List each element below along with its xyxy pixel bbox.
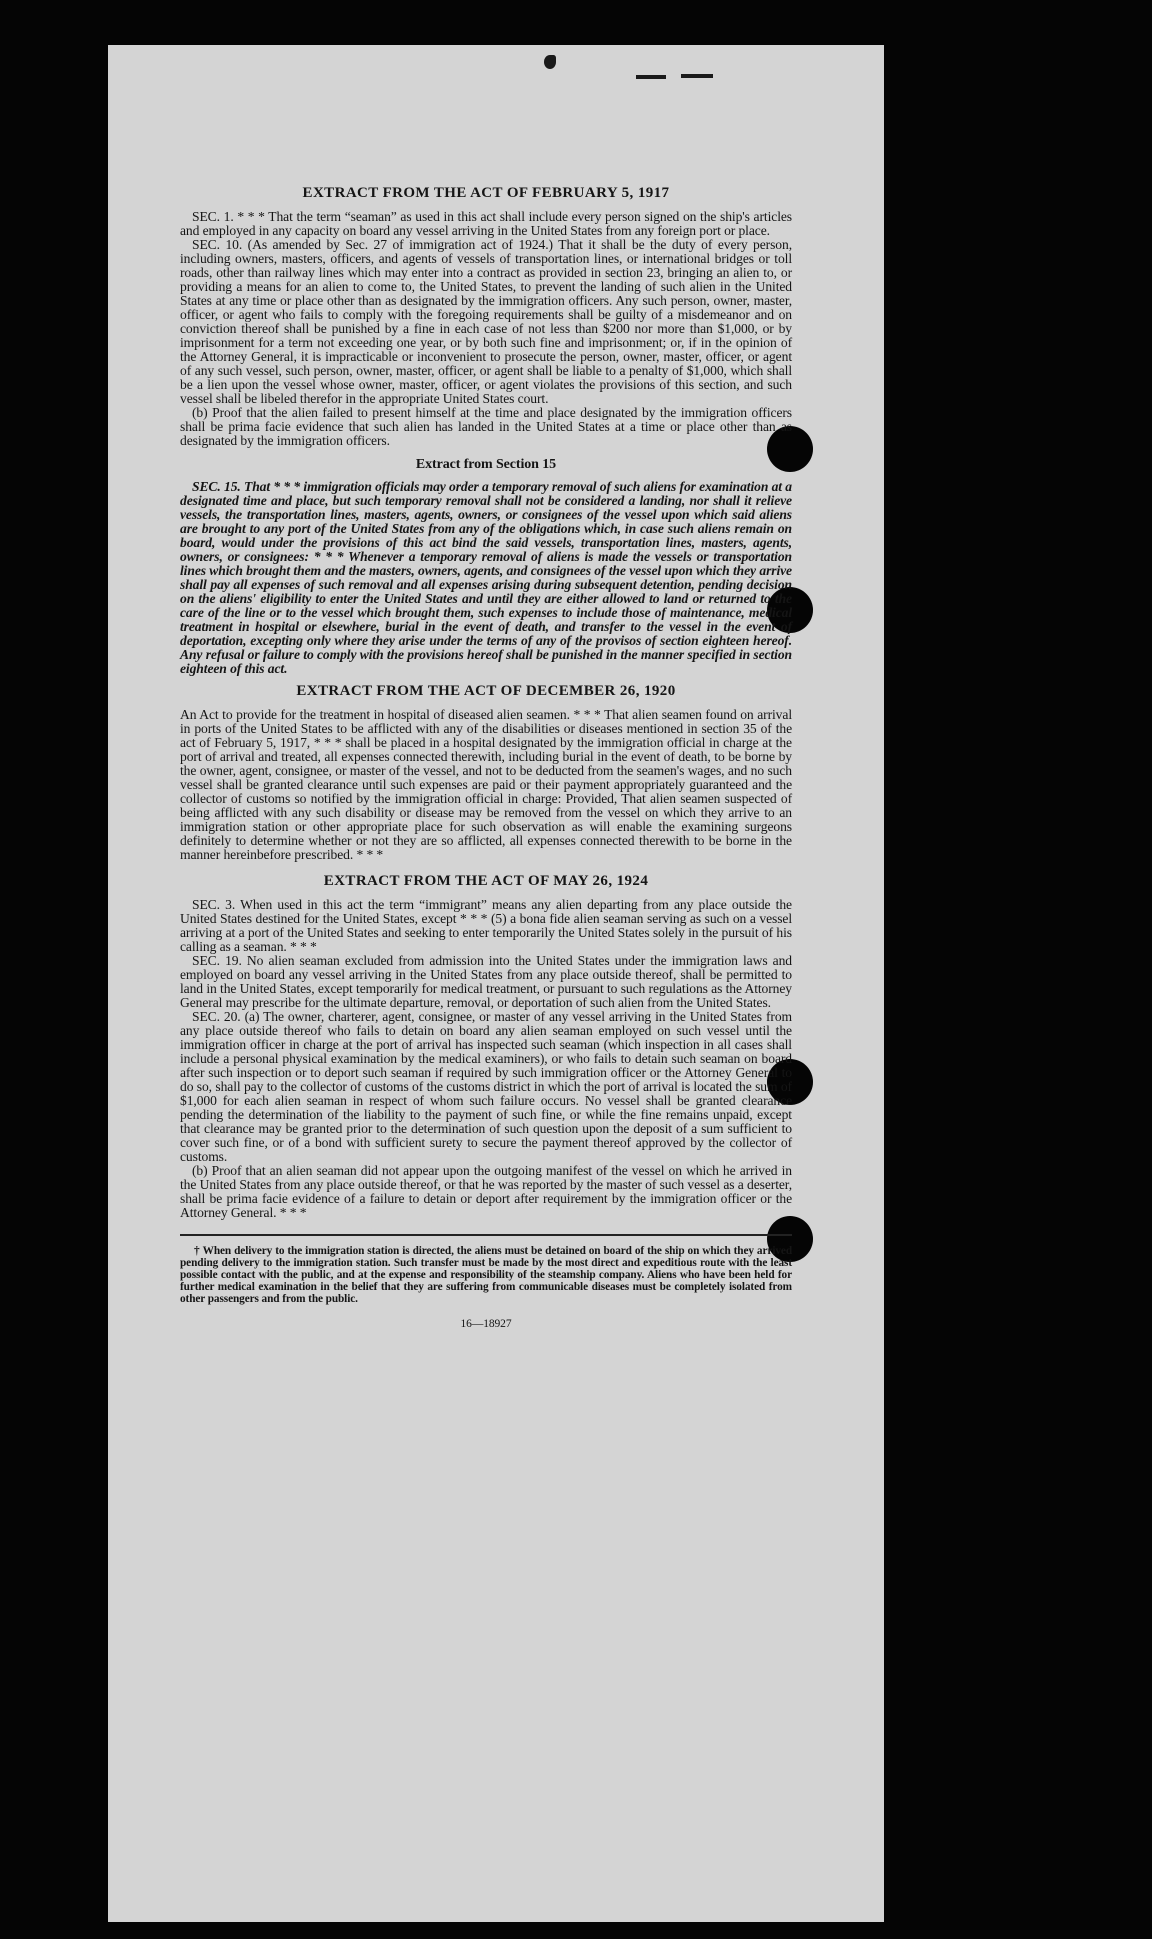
paragraph-sec-19: SEC. 19. No alien seaman excluded from admission into the United States under the immigration laws and employed on board any vessel arriving in the United States from any place outside thereof, shall be permitted to land in the United States, except temporarily for medical treatment, or pursuant to such regulations as the Attorney General may prescribe for the ultimate departure, removal, or deportation of such alien from the United States.: [180, 953, 792, 1010]
paragraph-sec-10-b: (b) Proof that the alien failed to present himself at the time and place designated by the immigration officers shall be prima facie evidence that such alien has landed in the United States at a time or place other than as designated by the immigration officers.: [180, 405, 792, 448]
form-code: 16—18927: [460, 1318, 512, 1330]
paragraph-sec-10: SEC. 10. (As amended by Sec. 27 of immigration act of 1924.) That it shall be the duty of every person, including owners, masters, officers, and agents of vessels of transportation lines, or international bridges or toll roads, other than railway lines which may enter into a contract as provided in section 23, bringing an alien to, or providing a means for an alien to come to, the United States, to prevent the landing of such alien in the United States at any time or place other than as designated by the immigration officers. Any such person, owner, master, officer, or agent who fails to comply with the foregoing requirements shall be guilty of a misdemeanor and on conviction thereof shall be punished by a fine in each case of not less than $200 nor more than $1,000, or by imprisonment for a term not exceeding one year, or by both such fine and imprisonment; or, if in the opinion of the Attorney General, it is impracticable or inconvenient to prosecute the person, owner, master, officer, or agent of any such vessel, such person, owner, master, officer, or agent shall be liable to a penalty of $1,000, which shall be a lien upon the vessel whose owner, master, officer, or agent violates the provisions of this section, and such vessel shall be libeled therefor in the appropriate United States court.: [180, 237, 792, 406]
paragraph-sec-20-a: SEC. 20. (a) The owner, charterer, agent, consignee, or master of any vessel arriving in the United States from any place outside thereof who fails to detain on board any alien seaman employed on such vessel until the immigration officer in charge at the port of arrival has inspected such seaman (which inspection in all cases shall include a personal physical examination by the medical examiners), or who fails to detain such seaman on board after such inspection or to deport such seaman if required by such immigration officer or the Attorney General to do so, shall pay to the collector of customs of the customs district in which the port of arrival is located the sum of $1,000 for each alien seaman in respect of whom such failure occurs. No vessel shall be granted clearance pending the determination of the liability to the payment of such fine, or while the fine remains unpaid, except that clearance may be granted prior to the determination of such question upon the deposit of a sum sufficient to cover such fine, or of a bond with sufficient surety to secure the payment thereof approved by the collector of customs.: [180, 1009, 792, 1164]
scan-mark: [681, 74, 713, 78]
document-body: [180, 186, 792, 1331]
footnote-divider: [180, 1234, 792, 1236]
paragraph-sec-1: SEC. 1. * * * That the term “seaman” as used in this act shall include every person signed on the ship's articles and employed in any capacity on board any vessel arriving in the United States from any foreign port or place.: [180, 209, 792, 238]
paragraph-sec-3: SEC. 3. When used in this act the term “immigrant” means any alien departing from any place outside the United States destined for the United States, except * * * (5) a bona fide alien seaman serving as such on a vessel arriving at a port of the United States and seeking to enter temporarily the United States solely in the pursuit of his calling as a seaman. * * *: [180, 897, 792, 954]
footnote: † When delivery to the immigration station is directed, the aliens must be detained on board of the ship on which they arrived pending delivery to the immigration station. Such transfer must be made by the most direct and expeditious route with the least possible contact with the public, and at the expense and responsibility of the steamship company. Aliens who have been held for further medical examination in the belief that they are suffering from communicable diseases must be completely isolated from other passengers and from the public.: [180, 1245, 792, 1305]
document-page: [108, 45, 884, 1922]
paragraph-sec-15: SEC. 15. That * * * immigration officials may order a temporary removal of such aliens for examination at a designated time and place, but such temporary removal shall not be considered a landing, nor shall it relieve vessels, the transportation lines, masters, agents, owners, or consignees of the vessel upon which said aliens are brought to any port of the United States from any of the obligations which, in case such aliens remain on board, would under the provisions of this act bind the said vessels, transportation lines, masters, agents, owners, or consignees: * * * Whenever a temporary removal of aliens is made the vessels or transportation lines which brought them and the masters, owners, agents, and consignees of the vessel upon which they arrive shall pay all expenses of such removal and all expenses arising during subsequent detention, pending decision on the aliens' eligibility to enter the United States and until they are either allowed to land or returned to the care of the line or to the vessel which brought them, such expenses to include those of maintenance, medical treatment in hospital or elsewhere, burial in the event of death, and transfer to the vessel in the event of deportation, excepting only where they arise under the terms of any of the provisos of section eighteen hereof. Any refusal or failure to comply with the provisions hereof shall be punished in the manner specified in section eighteen of this act.: [180, 479, 792, 676]
heading-act-1920: EXTRACT FROM THE ACT OF DECEMBER 26, 1920: [296, 683, 676, 699]
scan-mark: [636, 75, 666, 79]
subheading-section-15: Extract from Section 15: [415, 457, 557, 472]
scan-mark: [544, 55, 556, 69]
paragraph-act-1920: An Act to provide for the treatment in hospital of diseased alien seamen. * * * That alien seamen found on arrival in ports of the United States to be afflicted with any of the disabilities or diseases mentioned in section 35 of the act of February 5, 1917, * * * shall be placed in a hospital designated by the immigration official in charge at the port of arrival and treated, all expenses connected therewith, including burial in the event of death, to be borne by the owner, agent, consignee, or master of the vessel, and not to be deducted from the seamen's wages, and no such vessel shall be granted clearance until such expenses are paid or their payment appropriately guaranteed and the collector of customs so notified by the immigration official in charge: Provided, That alien seamen suspected of being afflicted with any such disability or disease may be removed from the vessel on which they arrive to an immigration station or other appropriate place for such observation as will enable the examining surgeons definitely to determine whether or not they are so afflicted, all expenses connected therewith to be borne in the manner hereinbefore prescribed. * * *: [180, 707, 792, 862]
paragraph-sec-20-b: (b) Proof that an alien seaman did not appear upon the outgoing manifest of the vessel on which he arrived in the United States from any place outside thereof, or that he was reported by the master of such vessel as a deserter, shall be prima facie evidence of a failure to detain or deport after requirement by the immigration officer or the Attorney General. * * *: [180, 1163, 792, 1220]
heading-act-1924: EXTRACT FROM THE ACT OF MAY 26, 1924: [323, 873, 649, 889]
heading-act-1917: EXTRACT FROM THE ACT OF FEBRUARY 5, 1917: [302, 185, 670, 201]
